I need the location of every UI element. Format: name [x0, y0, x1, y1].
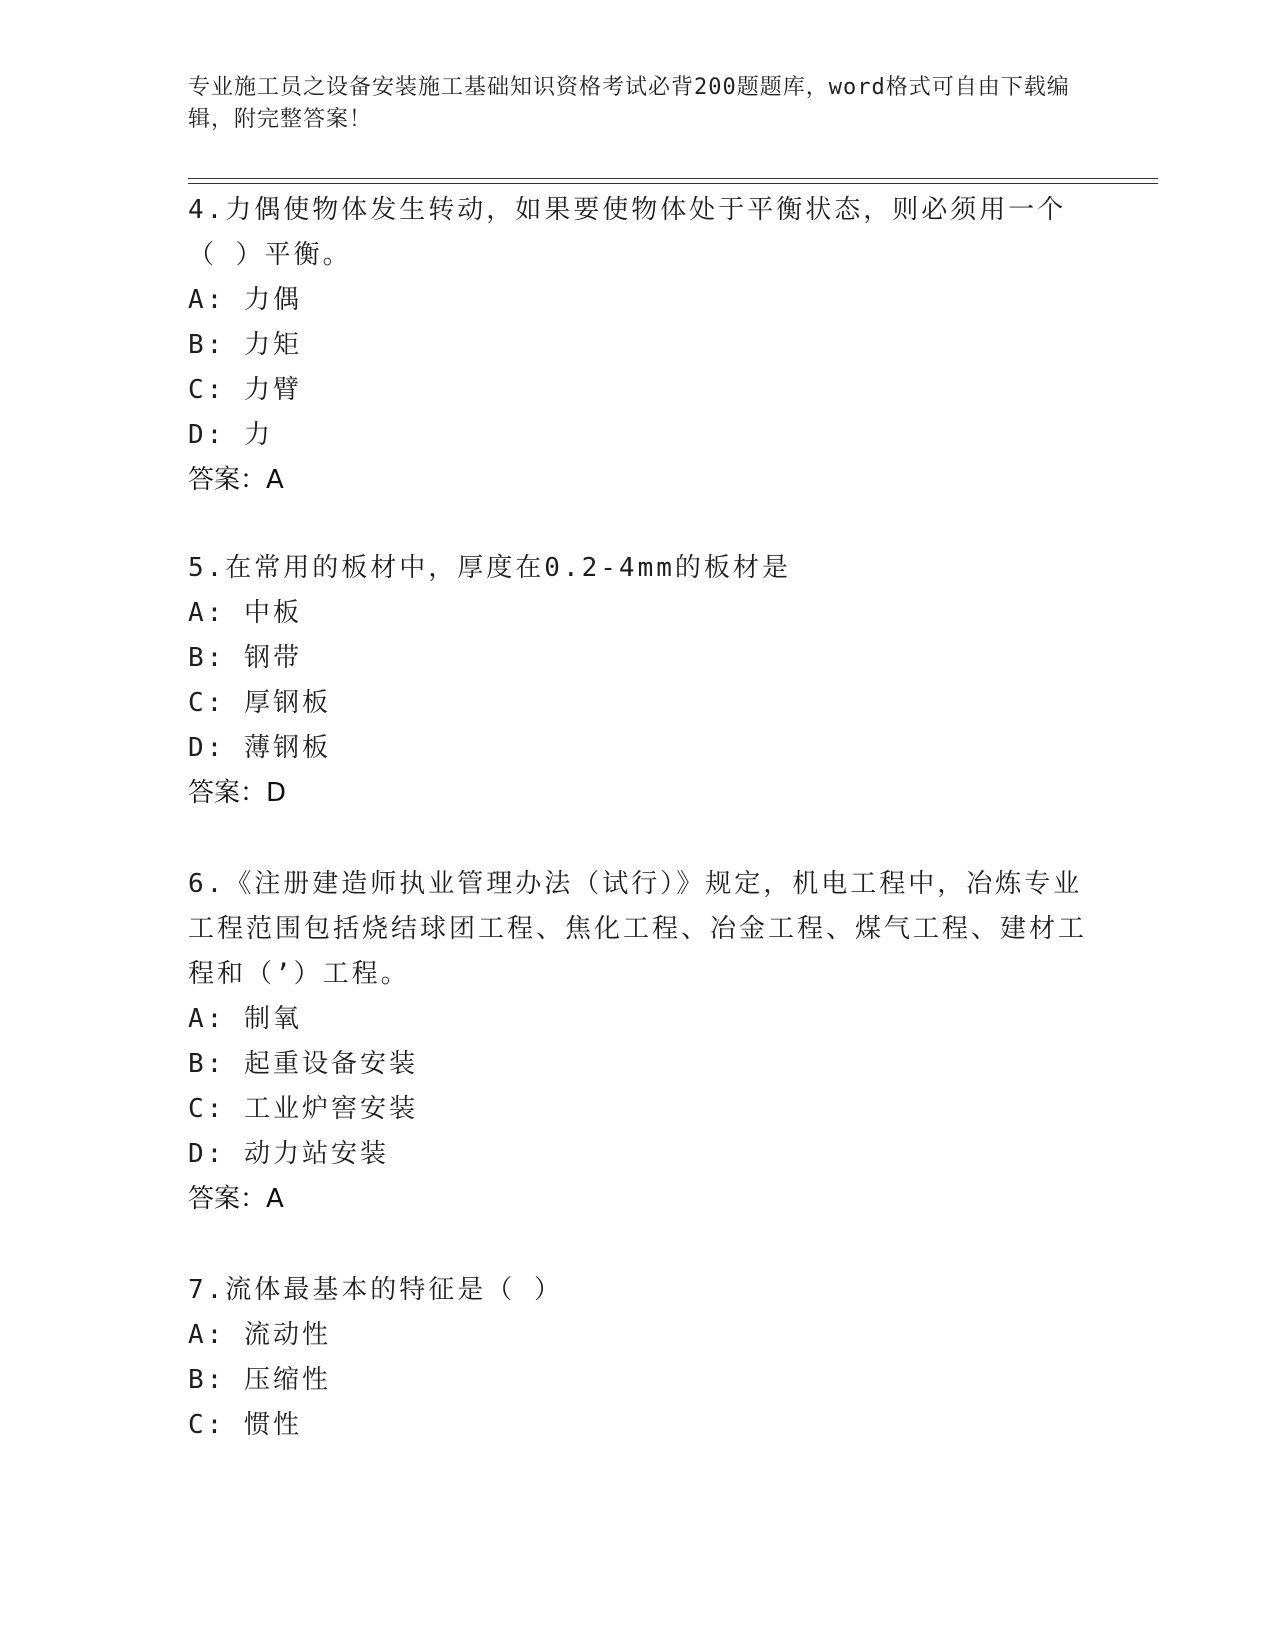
- option-b: B: 力矩: [188, 330, 302, 360]
- option-c: C: 厚钢板: [188, 688, 331, 718]
- option-b: B: 钢带: [188, 643, 302, 673]
- header-divider-bottom: [188, 183, 1158, 184]
- option-b: B: 压缩性: [188, 1365, 331, 1395]
- question-text: 5.在常用的板材中，厚度在0.2-4mm的板材是: [188, 553, 791, 583]
- option-c: C: 工业炉窖安装: [188, 1094, 418, 1124]
- option-d: D: 薄钢板: [188, 733, 331, 763]
- question-text: 4.力偶使物体发生转动，如果要使物体处于平衡状态，则必须用一个（ ）平衡。: [188, 195, 1067, 270]
- question-text: 6.《注册建造师执业管理办法（试行）》规定，机电工程中，冶炼专业工程范围包括烧结球团工程、焦化工程、冶金工程、煤气工程、建材工程和（’）工程。: [188, 869, 1088, 989]
- question-6: [188, 862, 1088, 1222]
- question-text: 7.流体最基本的特征是（ ）: [188, 1275, 563, 1305]
- option-d: D: 动力站安装: [188, 1139, 389, 1169]
- document-header: 专业施工员之设备安装施工基础知识资格考试必背200题题库，word格式可自由下载编辑，附完整答案！: [188, 75, 1070, 132]
- option-b: B: 起重设备安装: [188, 1049, 418, 1079]
- answer-label: 答案：A: [188, 1184, 284, 1214]
- option-d: D: 力: [188, 420, 273, 450]
- question-4: [188, 188, 1088, 503]
- option-a: A: 制氧: [188, 1004, 302, 1034]
- header-divider-top: [188, 178, 1158, 179]
- option-c: C: 惯性: [188, 1410, 302, 1440]
- question-7: [188, 1268, 1088, 1448]
- option-a: A: 中板: [188, 598, 302, 628]
- option-a: A: 流动性: [188, 1320, 331, 1350]
- answer-label: 答案：D: [188, 778, 287, 808]
- option-a: A: 力偶: [188, 285, 302, 315]
- document-page: [188, 0, 1158, 1650]
- answer-label: 答案：A: [188, 465, 284, 495]
- question-5: [188, 546, 1088, 816]
- option-c: C: 力臂: [188, 375, 302, 405]
